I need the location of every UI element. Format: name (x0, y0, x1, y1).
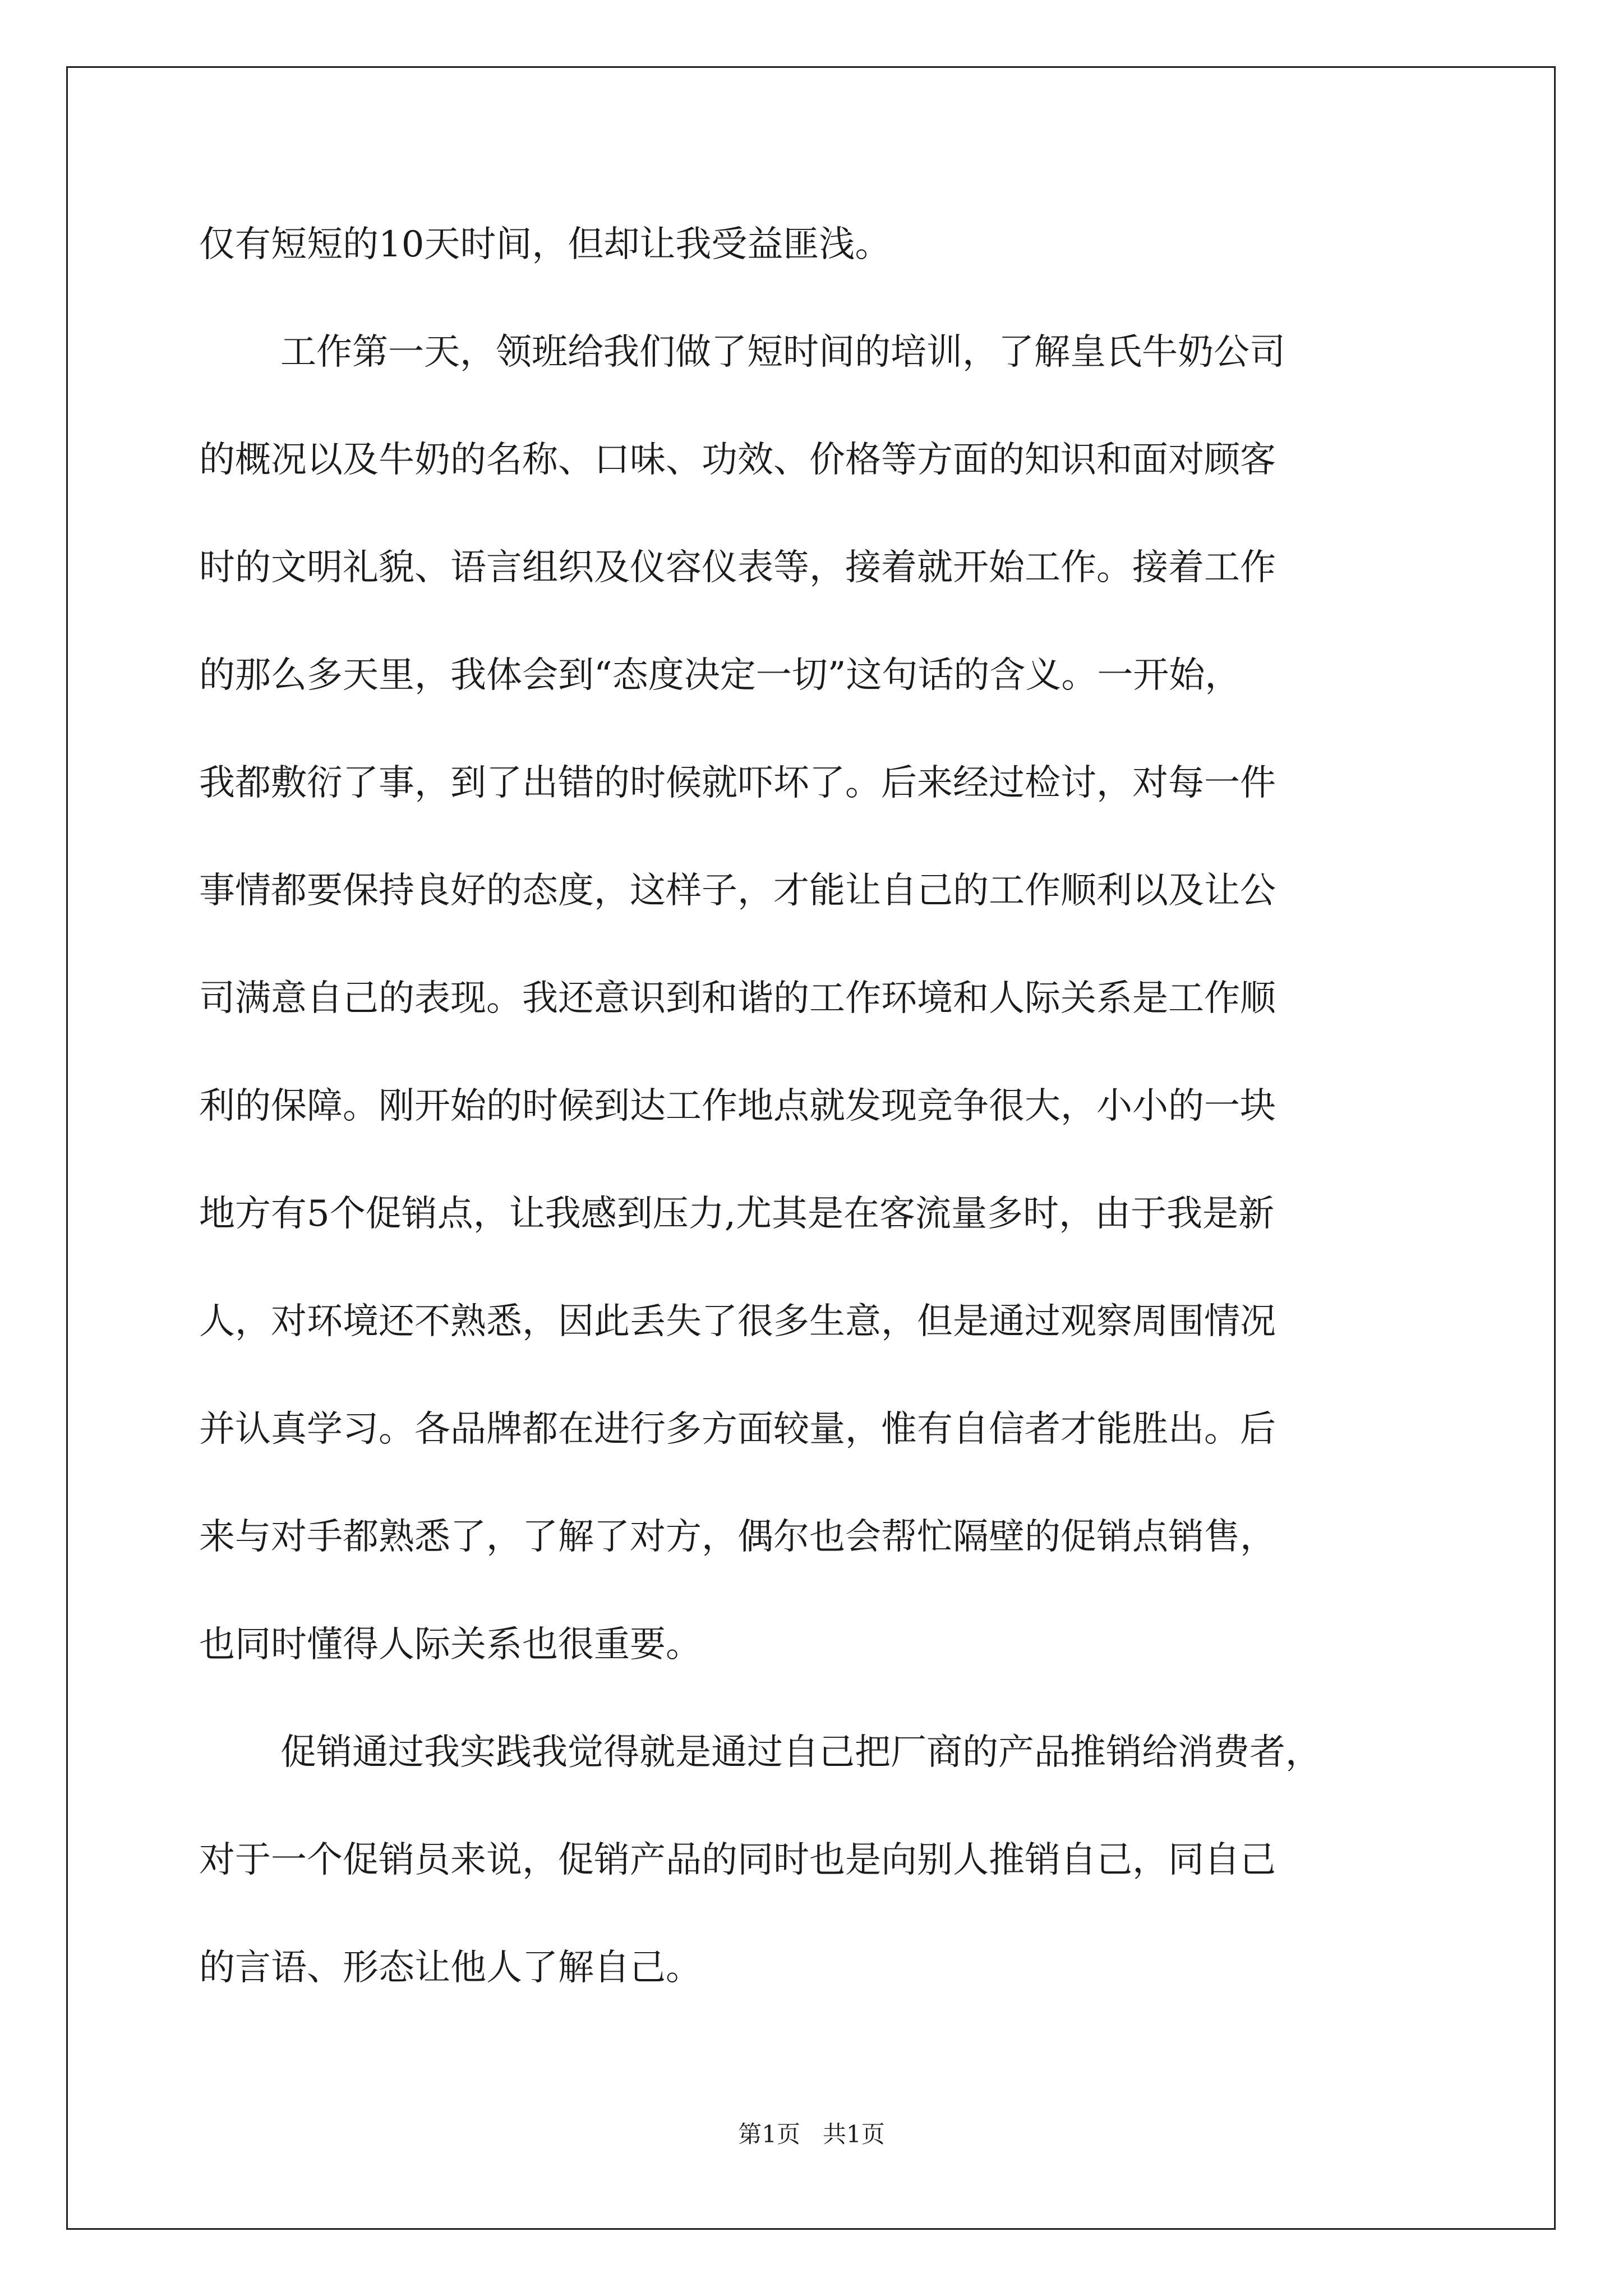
paragraph-start-line: 工作第一天，领班给我们做了短时间的培训，了解皇氏牛奶公司 (280, 332, 1285, 373)
text-line: 司满意自己的表现。我还意识到和谐的工作环境和人际关系是工作顺 (199, 978, 1276, 1019)
text-line: 地方有5个促销点，让我感到压力,尤其是在客流量多时，由于我是新 (199, 1193, 1275, 1235)
text-line: 事情都要保持良好的态度，这样子，才能让自己的工作顺利以及让公 (199, 870, 1276, 912)
text-line: 仅有短短的10天时间，但却让我受益匪浅。 (199, 224, 891, 265)
text-line: 的那么多天里，我体会到“态度决定一切”这句话的含义。一开始， (199, 655, 1241, 696)
text-line: 对于一个促销员来说，促销产品的同时也是向别人推销自己，同自己 (199, 1839, 1276, 1881)
page-number-footer: 第1页 共1页 (738, 2120, 885, 2148)
text-line: 来与对手都熟悉了，了解了对方，偶尔也会帮忙隔壁的促销点销售， (199, 1516, 1276, 1558)
text-line: 我都敷衍了事，到了出错的时候就吓坏了。后来经过检讨，对每一件 (199, 762, 1276, 804)
text-line: 并认真学习。各品牌都在进行多方面较量，惟有自信者才能胜出。后 (199, 1409, 1276, 1450)
text-line: 的概况以及牛奶的名称、口味、功效、价格等方面的知识和面对顾客 (199, 439, 1276, 481)
document-body (199, 209, 1433, 2040)
text-line: 利的保障。刚开始的时候到达工作地点就发现竞争很大，小小的一块 (199, 1085, 1276, 1127)
text-line: 的言语、形态让他人了解自己。 (199, 1947, 702, 1989)
text-line: 人，对环境还不熟悉，因此丢失了很多生意，但是通过观察周围情况 (199, 1301, 1276, 1342)
text-line: 也同时懂得人际关系也很重要。 (199, 1624, 702, 1665)
paragraph-start-line: 促销通过我实践我觉得就是通过自己把厂商的产品推销给消费者， (280, 1732, 1321, 1773)
text-line: 时的文明礼貌、语言组织及仪容仪表等，接着就开始工作。接着工作 (199, 547, 1276, 588)
